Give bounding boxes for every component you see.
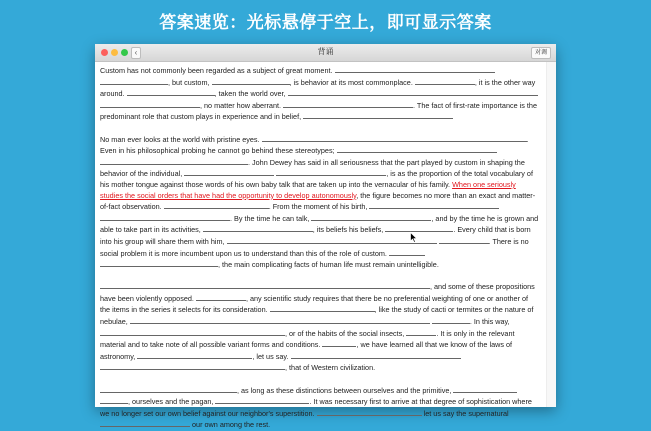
sentence: . In this way, [469,317,510,327]
sentence: . The fact of first-rate importance is the predominant role that custom plays in experience and in belief, [100,100,537,122]
sentence: , its beliefs his beliefs, [312,225,384,235]
blank-30[interactable] [100,328,285,336]
mouse-pointer-icon [410,232,418,243]
banner-title: 答案速览：光标悬停于空上，即可显示答案 [159,13,492,33]
blank-33[interactable] [137,351,252,359]
blank-32[interactable] [322,339,356,347]
revealed-answer[interactable]: When one seriously studies the social orders that have had the opportunity to develop autonomously [100,179,516,200]
blank-19[interactable] [203,224,313,232]
blank-6[interactable] [288,88,538,96]
sentence: , ourselves and the pagan, [128,397,214,407]
sentence: , we have learned all that we know of the laws of astronomy, [100,340,513,361]
back-button[interactable]: ‹ [131,47,141,59]
blank-16[interactable] [369,201,499,209]
paragraph-4 [100,385,540,431]
sentence: . John Dewey has said in all seriousness that the part played by custom in shaping the behavior of the individual, [100,157,525,179]
blank-3[interactable] [212,77,290,85]
paragraph-1 [100,65,540,123]
blank-27[interactable] [270,304,375,312]
blank-20[interactable] [385,224,453,232]
blank-9[interactable] [303,111,453,119]
title-bar [95,44,556,62]
blank-15[interactable] [164,201,269,209]
sentence: , is behavior at its most commonplace. [289,77,413,87]
blank-13[interactable] [184,168,274,176]
window-title: 背诵 [317,47,334,56]
sentence: , that of Western civilization. [285,363,376,373]
sentence: No man ever looks at the world with pristine eyes. [100,134,260,144]
sentence: . Every child that is born into his group will share them with him, [100,225,531,246]
blank-10[interactable] [262,134,527,142]
sentence: Custom has not commonly been regarded as a subject of great moment. [100,66,333,75]
blank-36[interactable] [100,385,237,393]
blank-35[interactable] [100,362,285,370]
blank-8[interactable] [283,100,413,108]
sentence: , but custom, [168,77,210,87]
blank-22[interactable] [439,236,489,244]
blank-2[interactable] [100,77,168,85]
blank-18[interactable] [311,213,431,221]
sentence: , and some of these propositions have been violently opposed. [100,282,535,303]
passage-text [100,65,540,430]
blank-12[interactable] [100,157,248,165]
sentence: . It is only in the relevant material and to take note of all possible variant forms and conditions. [100,328,515,350]
blank-41[interactable] [100,419,190,427]
sentence: , let us say. [252,351,289,361]
sentence: , taken the world over, [214,89,286,99]
sentence: , and by the time he is grown and able to take part in its activities, [100,213,539,235]
blank-40[interactable] [317,408,422,416]
blank-17[interactable] [100,213,230,221]
sentence: . Even in his philosophical probing he cannot go behind these stereotypes; [100,134,529,156]
sentence: . There is no social problem it is more incumbent upon us to understand than this of the role of custom. [100,236,529,258]
sentence: . By the time he can talk, [230,213,310,223]
blank-14[interactable] [276,168,386,176]
sentence: . From the moment of his birth, [268,202,368,212]
blank-25[interactable] [100,281,430,289]
paragraph-2 [100,134,540,271]
swap-button[interactable]: 对调 [531,47,551,59]
sentence: , like the study of cacti or termites or the nature of nebulae, [100,305,534,327]
sentence: , is as the proportion of the total vocabulary of his mother tongue against those words of his own baby talk that are taken up into the vernacular of his family. [100,169,533,189]
blank-29[interactable] [432,316,470,324]
blank-26[interactable] [196,293,246,301]
blank-34[interactable] [291,351,461,359]
blank-24[interactable] [100,259,218,267]
sentence: let us say the supernatural [423,408,509,418]
sentence: our own among the rest. [192,420,271,430]
blank-39[interactable] [215,396,309,404]
blank-37[interactable] [453,385,517,393]
sentence: , as long as these distinctions between ourselves and the primitive, [237,385,452,395]
paragraph-3 [100,281,540,374]
app-window [95,44,556,430]
blank-21[interactable] [227,236,437,244]
blank-7[interactable] [100,100,200,108]
sentence: , the main complicating facts of human life must remain unintelligible. [218,260,439,270]
blank-31[interactable] [406,328,436,336]
sentence: , the figure becomes no more than an exact and matter-of-fact observation. [100,190,536,212]
blank-4[interactable] [415,77,475,85]
blank-11[interactable] [337,145,497,153]
blank-1[interactable] [335,65,495,73]
blank-28[interactable] [130,316,430,324]
sentence: , no matter how aberrant. [200,100,281,110]
sentence: , or of the habits of the social insects, [285,328,405,338]
blank-38[interactable] [100,396,128,404]
blank-5[interactable] [127,88,215,96]
scrollbar[interactable] [546,62,556,407]
sentence: , any scientific study requires that there be no preferential weighting of one or another of the items in the series it selects for its consideration. [100,293,529,315]
sentence: . It was necessary first to arrive at that degree of sophistication where we no longer set our own belief against our neighbor's superstition. [100,397,532,418]
sentence: , it is the other way around. [100,77,536,99]
blank-23[interactable] [389,248,425,256]
